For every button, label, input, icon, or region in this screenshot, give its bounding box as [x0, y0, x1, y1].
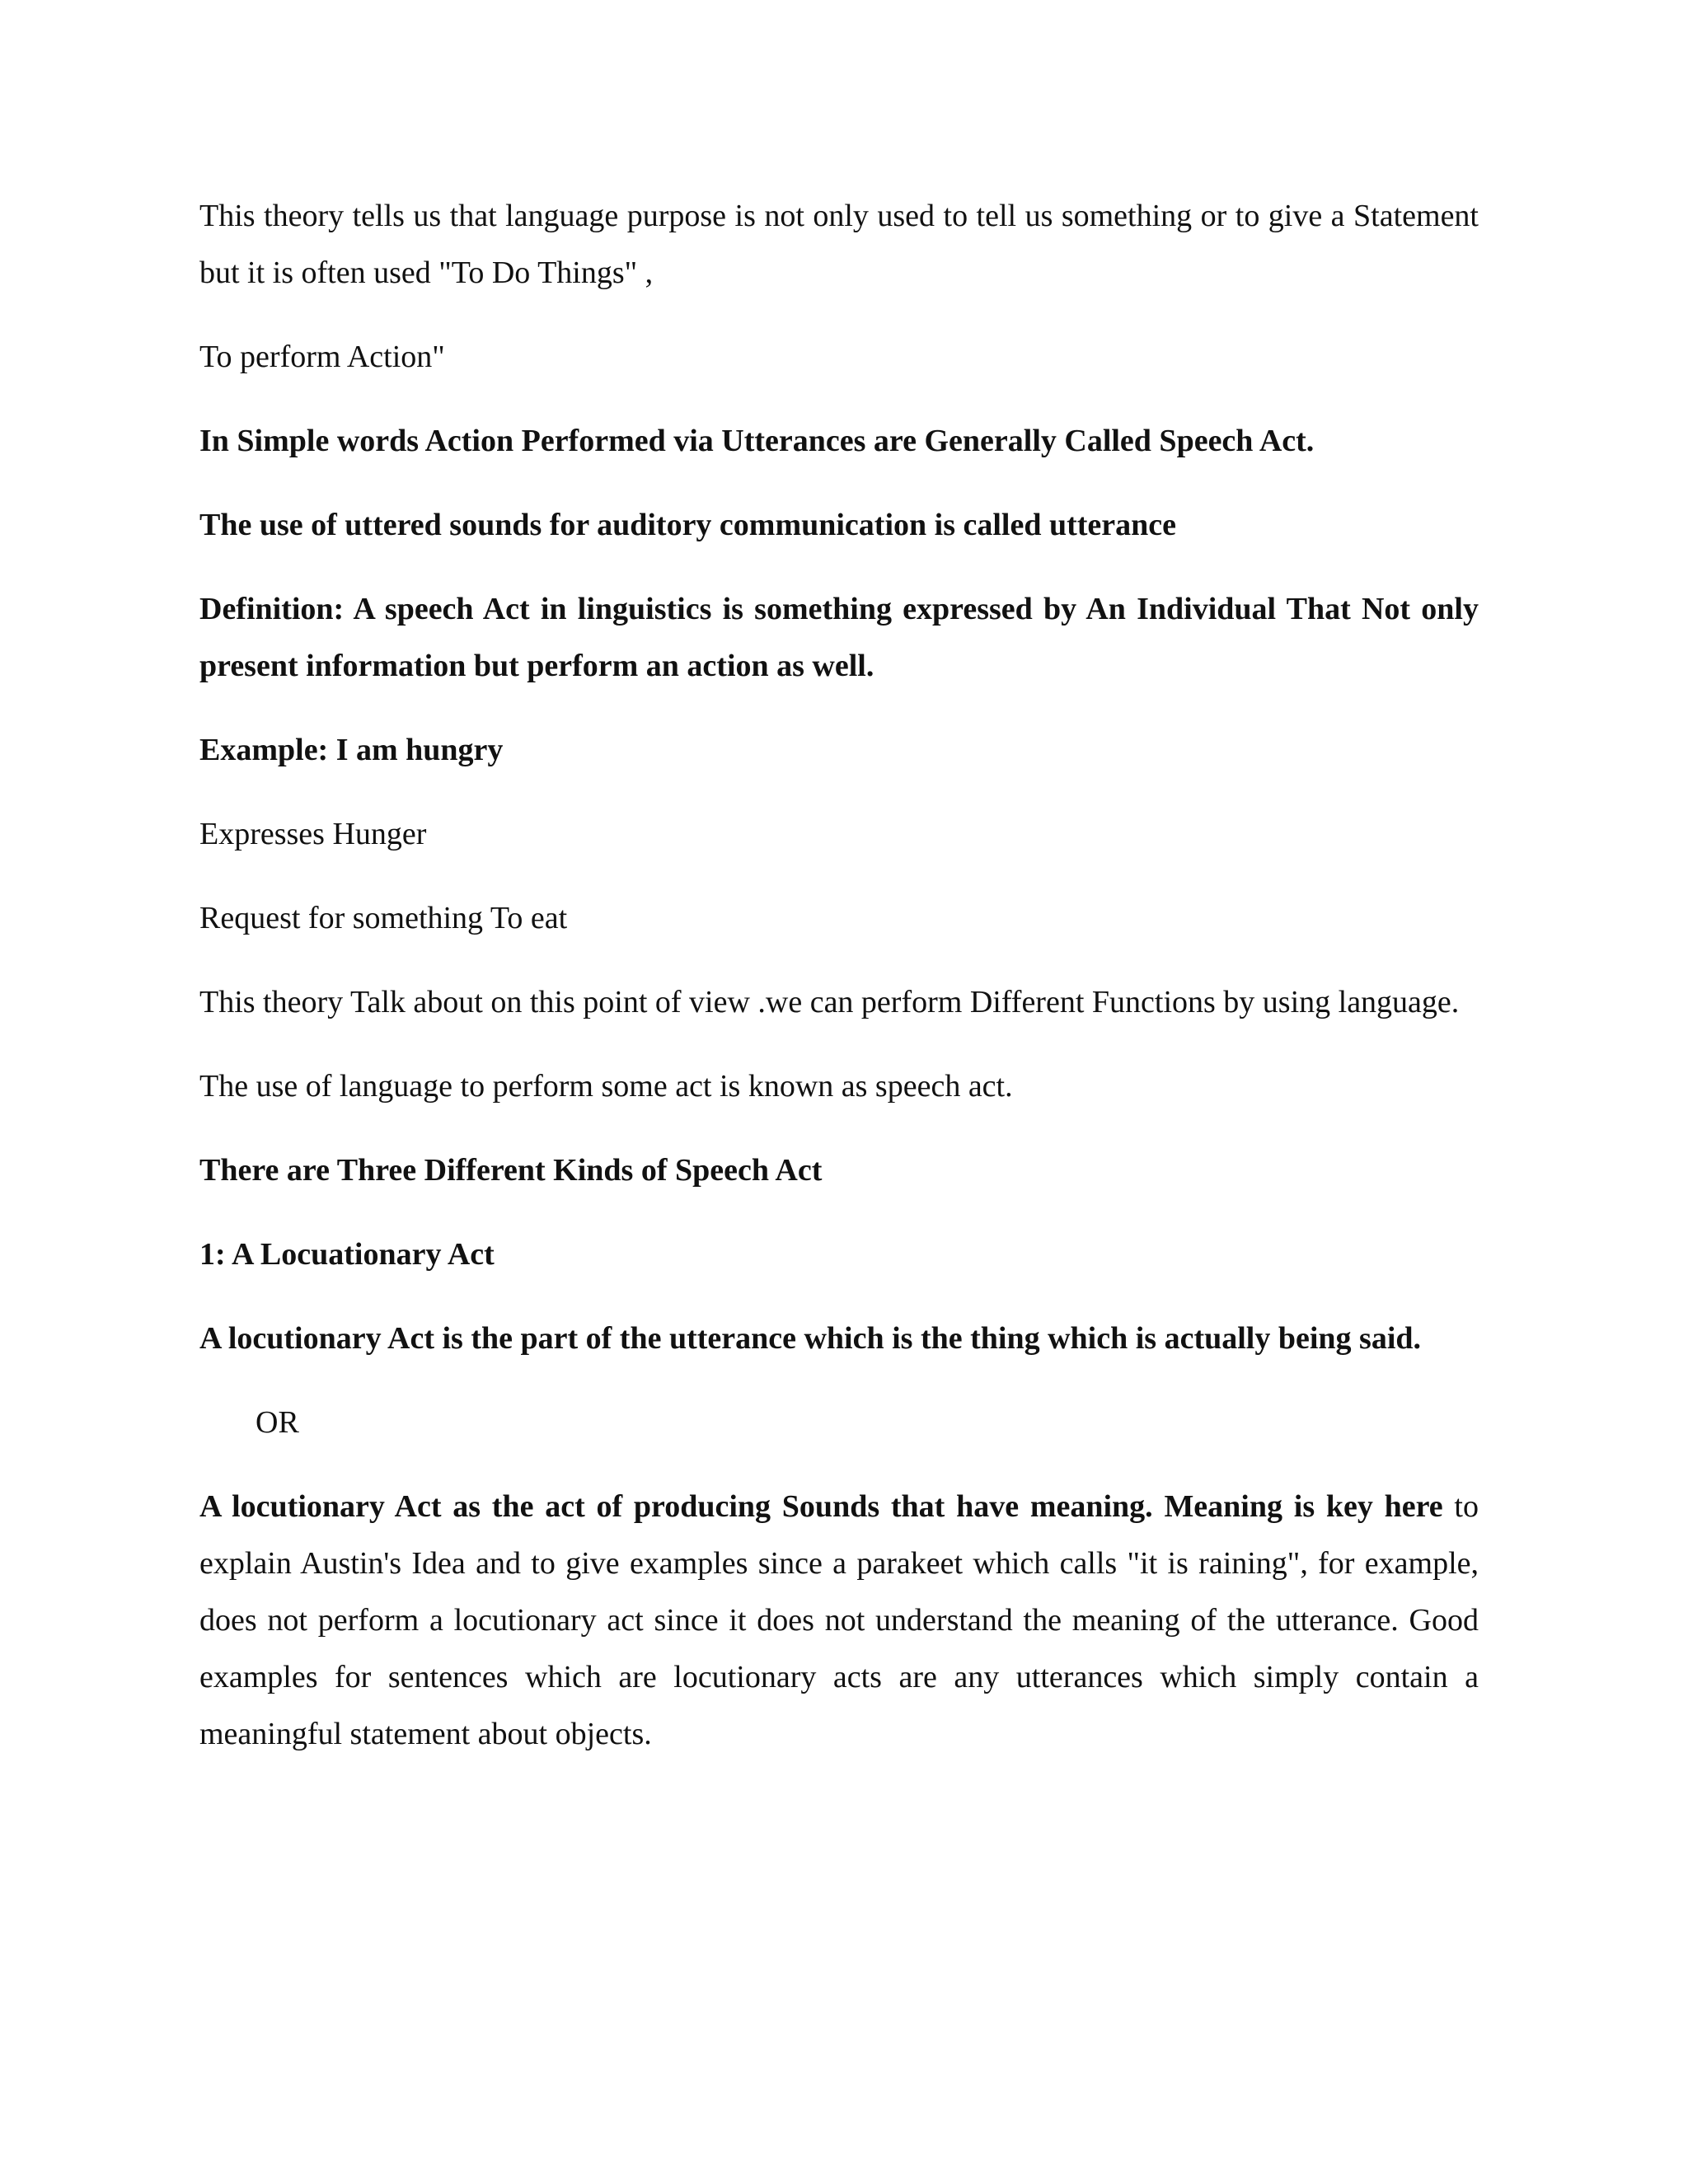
locutionary-explanation-bold: A locutionary Act as the act of producing Sounds that have meaning. Meaning is key here — [199, 1489, 1443, 1524]
paragraph-perform-action: To perform Action" — [199, 340, 445, 374]
paragraph-example: Example: I am hungry — [199, 733, 504, 767]
paragraph-expresses-hunger: Expresses Hunger — [199, 817, 427, 851]
paragraph-locutionary-explanation — [199, 1479, 1479, 1763]
paragraph-request: Request for something To eat — [199, 901, 568, 935]
paragraph-utterance-definition: The use of uttered sounds for auditory communication is called utterance — [199, 508, 1177, 542]
heading-locutionary-act: 1: A Locuationary Act — [199, 1237, 495, 1272]
paragraph-speech-act-definition: Definition: A speech Act in linguistics is something expressed by An Individual That Not only present information but perform an action as well. — [199, 592, 1479, 683]
locutionary-explanation-regular: to explain Austin's Idea and to give examples since a parakeet which calls "it is raining", for example, does not perform a locutionary act since it does not understand the meaning of the utterance. Good examples for sentences which are locutionary acts are any utterances which simply contain a meaningful statement about objects. — [199, 1489, 1479, 1751]
paragraph-theory-intro: This theory tells us that language purpose is not only used to tell us something or to give a Statement but it is often used "To Do Things" , — [199, 199, 1479, 290]
paragraph-three-kinds: There are Three Different Kinds of Speech Act — [199, 1153, 823, 1188]
paragraph-or: OR — [256, 1405, 299, 1440]
paragraph-theory-functions: This theory Talk about on this point of view .we can perform Different Functions by using language. — [199, 985, 1460, 1019]
document-body — [199, 188, 1479, 1790]
paragraph-locutionary-definition: A locutionary Act is the part of the utterance which is the thing which is actually being said. — [199, 1321, 1422, 1356]
paragraph-use-of-language: The use of language to perform some act is known as speech act. — [199, 1069, 1013, 1104]
paragraph-simple-words: In Simple words Action Performed via Utterances are Generally Called Speech Act. — [199, 424, 1315, 458]
